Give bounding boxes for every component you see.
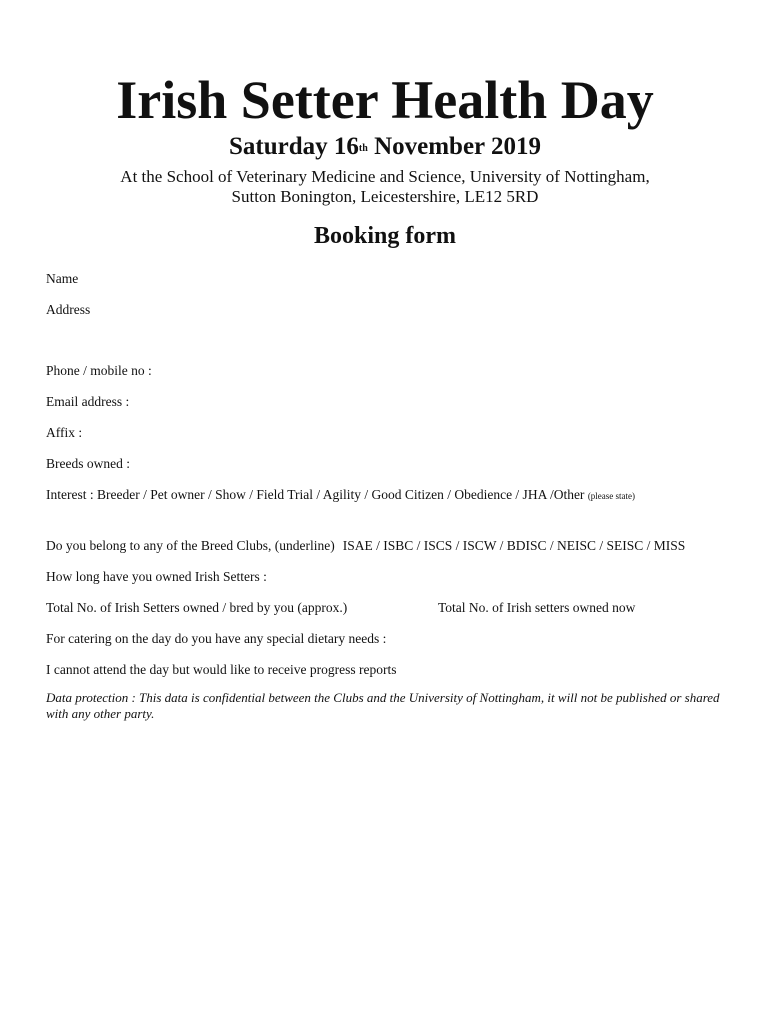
- page-title: Irish Setter Health Day: [116, 70, 654, 130]
- date-rest: November 2019: [367, 133, 541, 160]
- event-date: [0, 131, 770, 163]
- data-protection-notice: Data protection : This data is confidential between the Clubs and the University of Nottingham, it will not be published or shared with any other party.: [46, 690, 720, 721]
- date-ordinal-suffix: th: [358, 143, 368, 154]
- venue-line-1: At the School of Veterinary Medicine and Science, University of Nottingham,: [120, 167, 650, 186]
- breed-clubs-options: ISAE / ISBC / ISCS / ISCW / BDISC / NEISC / SEISC / MISS: [342, 538, 686, 553]
- interest-note: (please state): [587, 491, 636, 501]
- interest-label: Interest : Breeder / Pet owner / Show / Field Trial / Agility / Good Citizen / Obedience / JHA /Other: [46, 487, 585, 502]
- breed-clubs-label: Do you belong to any of the Breed Clubs, (underline): [46, 538, 335, 553]
- catering-label: For catering on the day do you have any special dietary needs :: [46, 631, 387, 646]
- breed-clubs-row: [46, 537, 685, 555]
- how-long-label: How long have you owned Irish Setters :: [46, 569, 267, 584]
- venue-line-2: Sutton Bonington, Leicestershire, LE12 5RD: [231, 187, 539, 206]
- address-label: Address: [46, 302, 91, 317]
- venue-address: [0, 167, 770, 207]
- phone-label: Phone / mobile no :: [46, 363, 152, 378]
- total-bred-label: Total No. of Irish Setters owned / bred by you (approx.): [46, 600, 348, 615]
- email-label: Email address :: [46, 394, 130, 409]
- breeds-owned-label: Breeds owned :: [46, 456, 130, 471]
- name-label: Name: [46, 271, 79, 286]
- affix-label: Affix :: [46, 425, 83, 440]
- date-prefix: Saturday 16: [229, 133, 359, 160]
- progress-reports-label: I cannot attend the day but would like to receive progress reports: [46, 662, 397, 677]
- interest-row: [46, 486, 635, 505]
- form-title: Booking form: [313, 223, 456, 249]
- total-now-label: Total No. of Irish setters owned now: [438, 600, 636, 615]
